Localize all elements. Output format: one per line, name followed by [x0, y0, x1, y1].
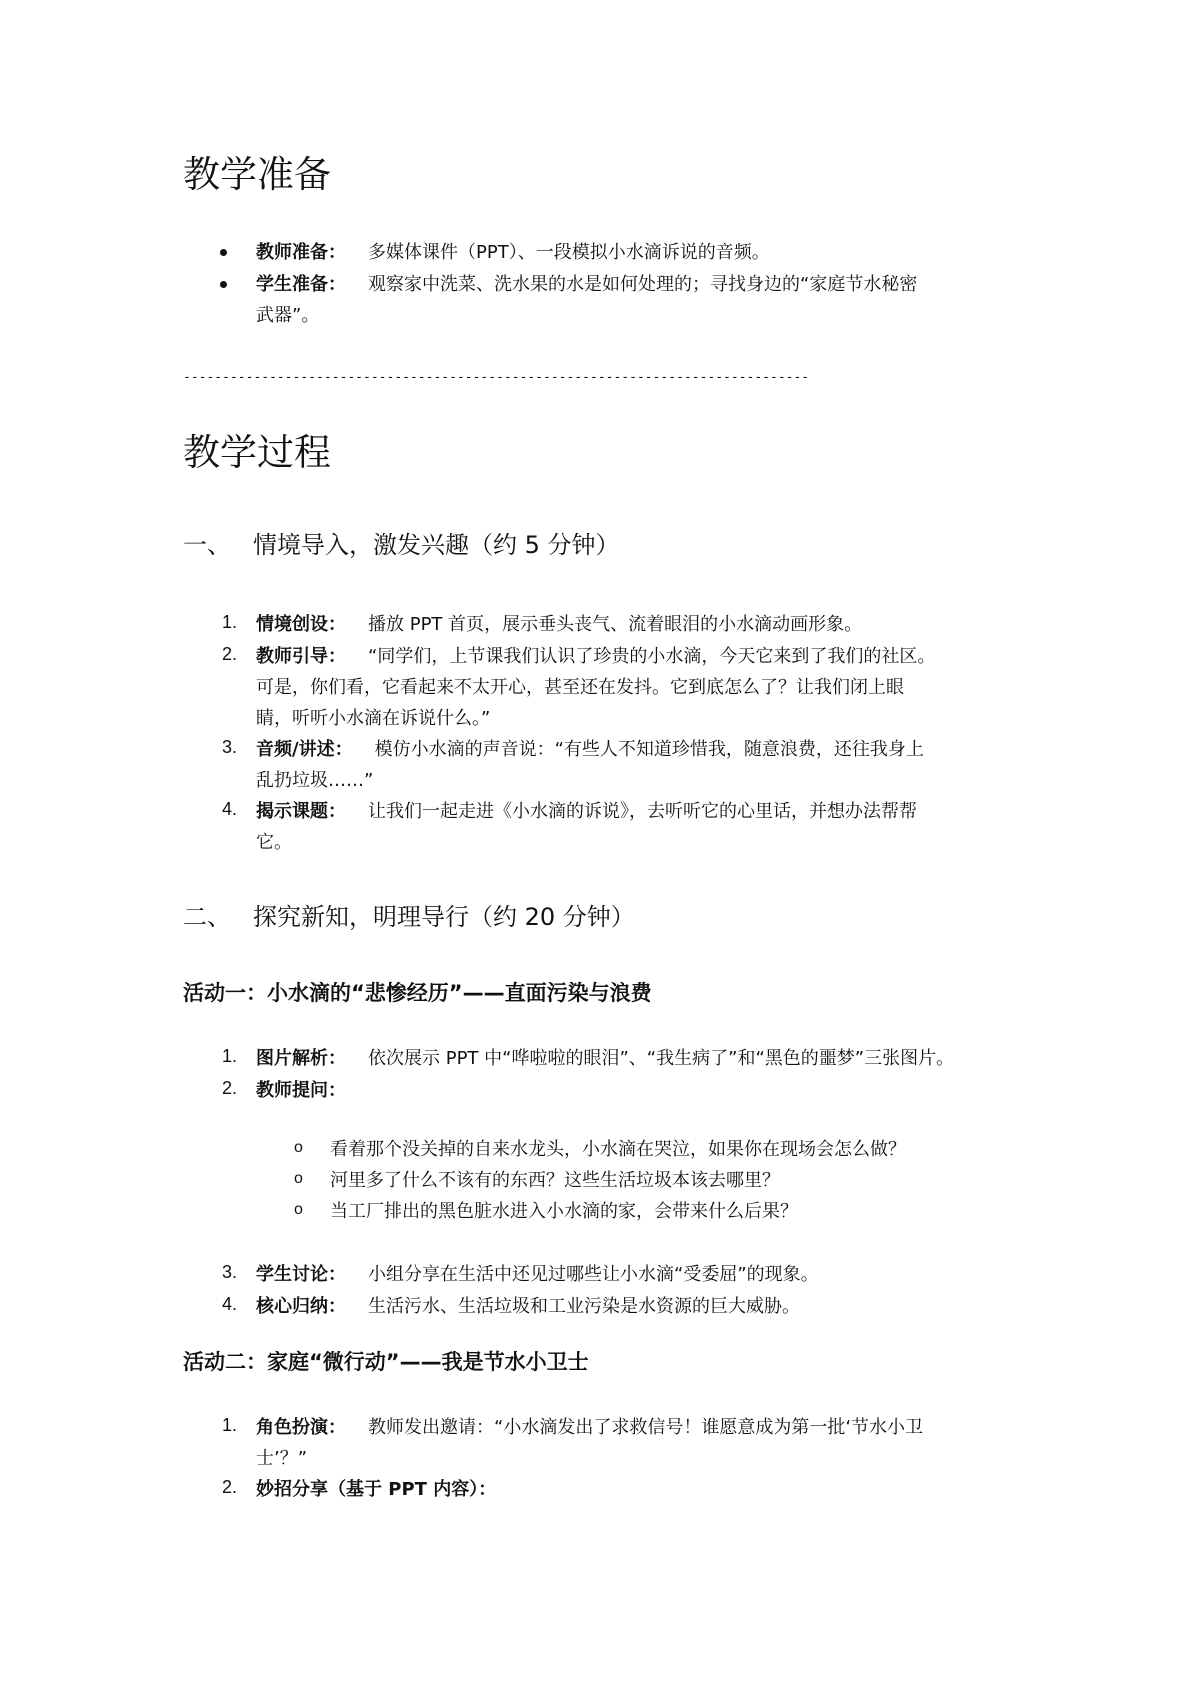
list-number: 2. — [222, 644, 238, 664]
list-item-label: 核心归纳： — [256, 1296, 346, 1317]
divider-line: -------------------------------------------------------------------------------- — [183, 370, 810, 385]
list-item — [256, 796, 917, 827]
prep-item-text: 多媒体课件（PPT）、一段模拟小水滴诉说的音频。 — [368, 242, 770, 263]
list-number: 1. — [222, 1415, 238, 1435]
list-item-text: 依次展示 PPT 中“哗啦啦的眼泪”、“我生病了”和“黑色的噩梦”三张图片。 — [368, 1048, 955, 1069]
list-number: 4. — [222, 1294, 238, 1314]
activity-title-1: 活动一：小水滴的“悲惨经历”——直面污染与浪费 — [183, 981, 652, 1005]
question-item: 当工厂排出的黑色脏水进入小水滴的家，会带来什么后果？ — [330, 1201, 798, 1222]
list-item-text: 让我们一起走进《小水滴的诉说》，去听听它的心里话，并想办法帮帮 — [368, 801, 917, 822]
list-item-text: 模仿小水滴的声音说：“有些人不知道珍惜我，随意浪费，还往我身上 — [374, 739, 924, 760]
bullet-icon — [220, 281, 227, 288]
list-item-label: 角色扮演： — [256, 1417, 346, 1438]
question-item: 看着那个没关掉的自来水龙头，小水滴在哭泣，如果你在现场会怎么做？ — [330, 1139, 906, 1160]
list-item-text: 教师发出邀请：“小水滴发出了求救信号！谁愿意成为第一批‘节水小卫 — [368, 1417, 924, 1438]
list-item-label: 学生讨论： — [256, 1264, 346, 1285]
subsection-title-1 — [183, 529, 620, 561]
bullet-icon — [220, 249, 227, 256]
list-item-text: 生活污水、生活垃圾和工业污染是水资源的巨大威胁。 — [368, 1296, 800, 1317]
list-item — [256, 1043, 954, 1074]
list-item — [256, 1474, 496, 1505]
list-item-label: 图片解析： — [256, 1048, 346, 1069]
list-item-label: 妙招分享（基于 PPT 内容）： — [256, 1479, 497, 1500]
list-item — [256, 1259, 819, 1290]
list-item-text: 小组分享在生活中还见过哪些让小水滴“受委屈”的现象。 — [368, 1264, 819, 1285]
section-title-process: 教学过程 — [183, 431, 331, 474]
list-item-label: 音频/讲述： — [256, 739, 353, 760]
section-title-prep: 教学准备 — [183, 153, 331, 196]
sub-bullet-icon: o — [294, 1170, 303, 1187]
list-item-cont: 睛，听听小水滴在诉说什么。” — [256, 708, 491, 729]
list-item — [256, 734, 924, 765]
list-number: 2. — [222, 1477, 238, 1497]
prep-item-teacher — [256, 237, 770, 268]
subsection-number: 一、 — [183, 531, 231, 559]
list-item-text: “同学们，上节课我们认识了珍贵的小水滴，今天它来到了我们的社区。 — [368, 646, 936, 667]
list-number: 1. — [222, 612, 238, 632]
subsection-number: 二、 — [183, 903, 231, 931]
list-item-cont: 士’？” — [256, 1448, 308, 1469]
list-item-text: 播放 PPT 首页，展示垂头丧气、流着眼泪的小水滴动画形象。 — [368, 614, 863, 635]
list-number: 2. — [222, 1078, 238, 1098]
list-number: 3. — [222, 737, 238, 757]
list-number: 1. — [222, 1046, 238, 1066]
subsection-text: 情境导入，激发兴趣（约 5 分钟） — [253, 531, 620, 559]
subsection-title-2 — [183, 901, 635, 933]
list-item-cont: 它。 — [256, 832, 292, 853]
activity-title-2: 活动二：家庭“微行动”——我是节水小卫士 — [183, 1350, 589, 1374]
prep-item-student-cont: 武器”。 — [256, 305, 320, 326]
list-item — [256, 1291, 800, 1322]
list-item — [256, 641, 935, 672]
sub-bullet-icon: o — [294, 1201, 303, 1218]
list-number: 4. — [222, 799, 238, 819]
list-number: 3. — [222, 1262, 238, 1282]
prep-item-text: 观察家中洗菜、洗水果的水是如何处理的；寻找身边的“家庭节水秘密 — [368, 274, 918, 295]
list-item-label: 教师引导： — [256, 646, 346, 667]
sub-bullet-icon: o — [294, 1139, 303, 1156]
prep-item-label: 教师准备： — [256, 242, 346, 263]
list-item-label: 情境创设： — [256, 614, 346, 635]
prep-item-student — [256, 269, 917, 300]
list-item-label: 教师提问： — [256, 1080, 346, 1101]
prep-item-label: 学生准备： — [256, 274, 346, 295]
list-item — [256, 609, 862, 640]
list-item — [256, 1412, 923, 1443]
list-item-cont: 可是，你们看，它看起来不太开心，甚至还在发抖。它到底怎么了？让我们闭上眼 — [256, 677, 904, 698]
list-item — [256, 1075, 346, 1106]
list-item-cont: 乱扔垃圾……” — [256, 770, 374, 791]
question-item: 河里多了什么不该有的东西？这些生活垃圾本该去哪里？ — [330, 1170, 780, 1191]
list-item-label: 揭示课题： — [256, 801, 346, 822]
subsection-text: 探究新知，明理导行（约 20 分钟） — [253, 903, 635, 931]
